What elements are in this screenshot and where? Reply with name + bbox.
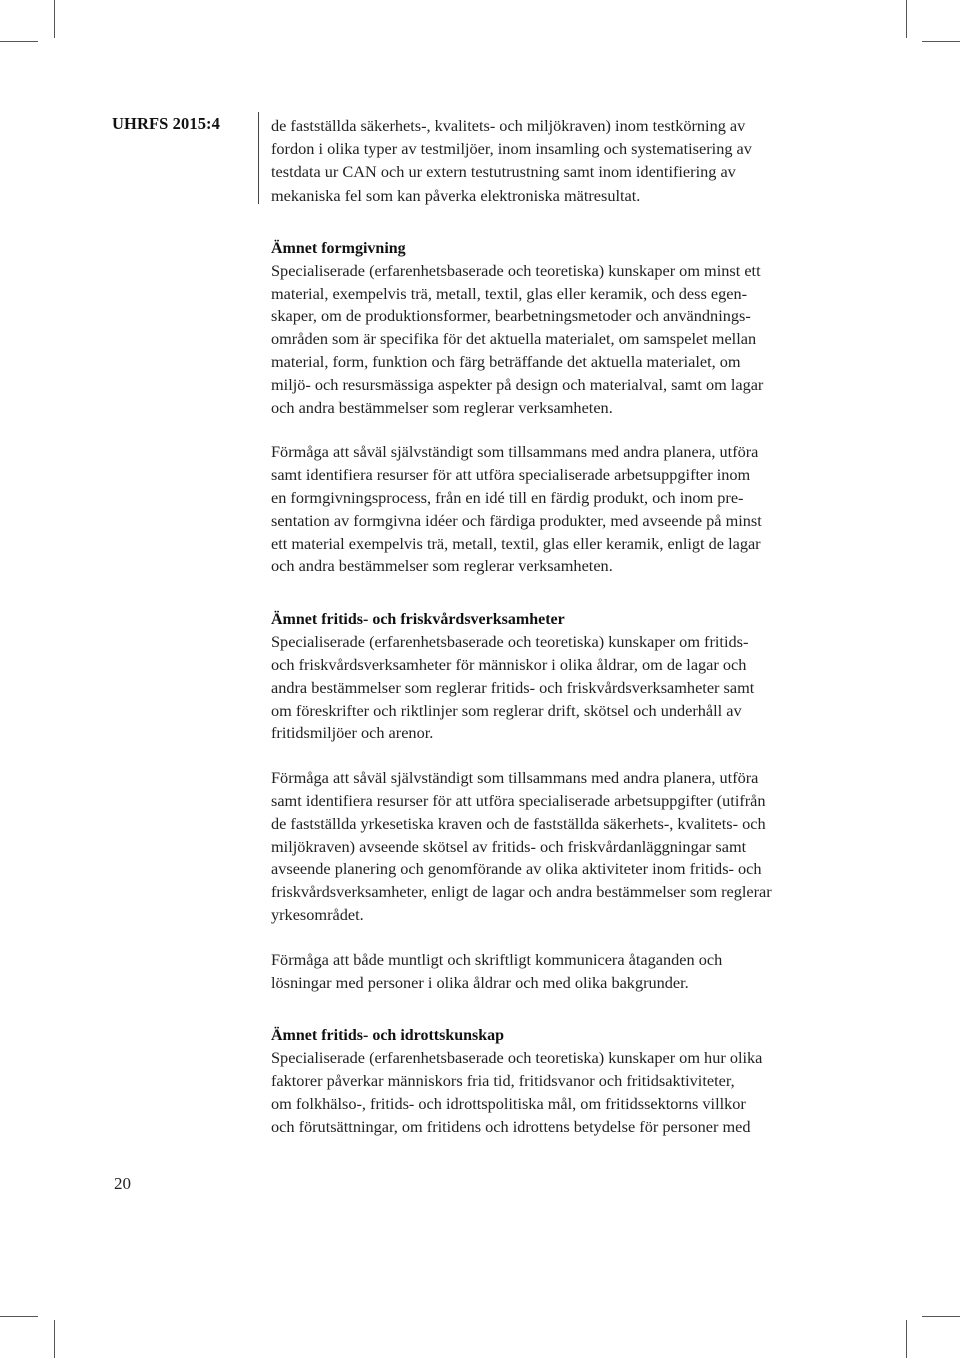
crop-mark-bottom-left-horizontal	[0, 1316, 38, 1317]
text-line: sentation av formgivna idéer och färdiga produkter, med avseende på minst	[271, 510, 762, 530]
text-line: skaper, om de produktionsformer, bearbetningsmetoder och användnings-	[271, 306, 751, 326]
text-line: Förmåga att både muntligt och skriftligt kommunicera åtaganden och	[271, 949, 723, 969]
text-line: Specialiserade (erfarenhetsbaserade och teoretiska) kunskaper om fritids-	[271, 632, 749, 652]
text-line: en formgivningsprocess, från en idé till en färdig produkt, och inom pre-	[271, 487, 744, 507]
crop-mark-top-left-horizontal	[0, 41, 38, 42]
crop-mark-top-right-vertical	[906, 0, 907, 38]
body-paragraph	[271, 767, 811, 927]
text-line: och friskvårdsverksamheter för människor i olika åldrar, om de lagar och	[271, 654, 747, 674]
text-line: samt identifiera resurser för att utföra specialiserade arbetsuppgifter (utifrån	[271, 790, 766, 810]
text-line: samt identifiera resurser för att utföra specialiserade arbetsuppgifter inom	[271, 465, 751, 485]
text-line: testdata ur CAN och ur extern testutrustning samt inom identifiering av	[271, 162, 736, 182]
crop-mark-top-right-horizontal	[922, 41, 960, 42]
text-line: och förutsättningar, om fritidens och idrottens betydelse för personer med	[271, 1116, 751, 1136]
text-line: andra bestämmelser som reglerar fritids- och friskvårdsverksamheter samt	[271, 677, 755, 697]
text-line: ett material exempelvis trä, metall, textil, glas eller keramik, enligt de lagar	[271, 533, 761, 553]
text-line: Förmåga att såväl självständigt som tillsammans med andra planera, utföra	[271, 442, 759, 462]
crop-mark-top-left-vertical	[54, 0, 55, 38]
text-line: friskvårdsverksamheter, enligt de lagar och andra bestämmelser som reglerar	[271, 882, 772, 902]
text-line: faktorer påverkar människors fria tid, fritidsvanor och fritidsaktiviteter,	[271, 1071, 735, 1091]
margin-divider-line	[258, 112, 259, 204]
text-line: fritidsmiljöer och arenor.	[271, 723, 434, 743]
text-line: Specialiserade (erfarenhetsbaserade och teoretiska) kunskaper om hur olika	[271, 1048, 763, 1068]
text-line: material, form, funktion och färg beträffande det aktuella materialet, om	[271, 352, 741, 371]
text-line: Specialiserade (erfarenhetsbaserade och teoretiska) kunskaper om minst ett	[271, 260, 761, 280]
text-line: om folkhälso-, fritids- och idrottspolitiska mål, om fritidssektorns villkor	[271, 1093, 746, 1113]
section-heading: Ämnet fritids- och friskvårdsverksamheter	[271, 611, 565, 629]
crop-mark-bottom-right-horizontal	[922, 1316, 960, 1317]
main-text-column	[271, 114, 811, 1139]
body-paragraph	[271, 260, 811, 420]
text-line: Förmåga att såväl självständigt som tillsammans med andra planera, utföra	[271, 768, 759, 788]
section-heading: Ämnet fritids- och idrottskunskap	[271, 1027, 505, 1045]
crop-mark-bottom-left-vertical	[54, 1320, 55, 1358]
text-line: om föreskrifter och riktlinjer som reglerar drift, skötsel och underhåll av	[271, 700, 742, 720]
text-line: lösningar med personer i olika åldrar och med olika bakgrunder.	[271, 972, 689, 992]
text-line: yrkesområdet.	[271, 904, 364, 924]
text-line: och andra bestämmelser som reglerar verksamheten.	[271, 556, 613, 576]
text-line: de fastställda säkerhets-, kvalitets- och miljökraven) inom testkörning av	[271, 116, 746, 135]
text-line: avseende planering och genomförande av olika aktiviteter inom fritids- och	[271, 859, 762, 879]
text-line: områden som är specifika för det aktuella materialet, om samspelet mellan	[271, 329, 757, 349]
document-code-label: UHRFS 2015:4	[112, 114, 220, 133]
text-line: de fastställda yrkesetiska kraven och de fastställda säkerhets-, kvalitets- och	[271, 813, 766, 833]
text-line: mekaniska fel som kan påverka elektroniska mätresultat.	[271, 185, 641, 205]
text-line: material, exempelvis trä, metall, textil, glas eller keramik, och dess egen-	[271, 283, 748, 303]
page-number: 20	[114, 1174, 131, 1193]
body-paragraph	[271, 441, 811, 578]
section	[271, 237, 811, 578]
section	[271, 1024, 811, 1138]
section	[271, 608, 811, 994]
section-heading: Ämnet formgivning	[271, 239, 406, 257]
text-line: och andra bestämmelser som reglerar verksamheten.	[271, 397, 613, 417]
body-paragraph	[271, 1047, 811, 1138]
sections-container	[271, 237, 811, 1139]
body-paragraph	[271, 631, 811, 745]
text-line: miljö- och resursmässiga aspekter på design och materialval, samt om lagar	[271, 374, 764, 394]
text-line: fordon i olika typer av testmiljöer, inom insamling och systematisering av	[271, 139, 752, 159]
body-paragraph	[271, 949, 811, 995]
text-line: miljökraven) avseende skötsel av fritids- och friskvårdanläggningar samt	[271, 836, 747, 856]
crop-mark-bottom-right-vertical	[906, 1320, 907, 1358]
intro-paragraph	[271, 114, 811, 207]
